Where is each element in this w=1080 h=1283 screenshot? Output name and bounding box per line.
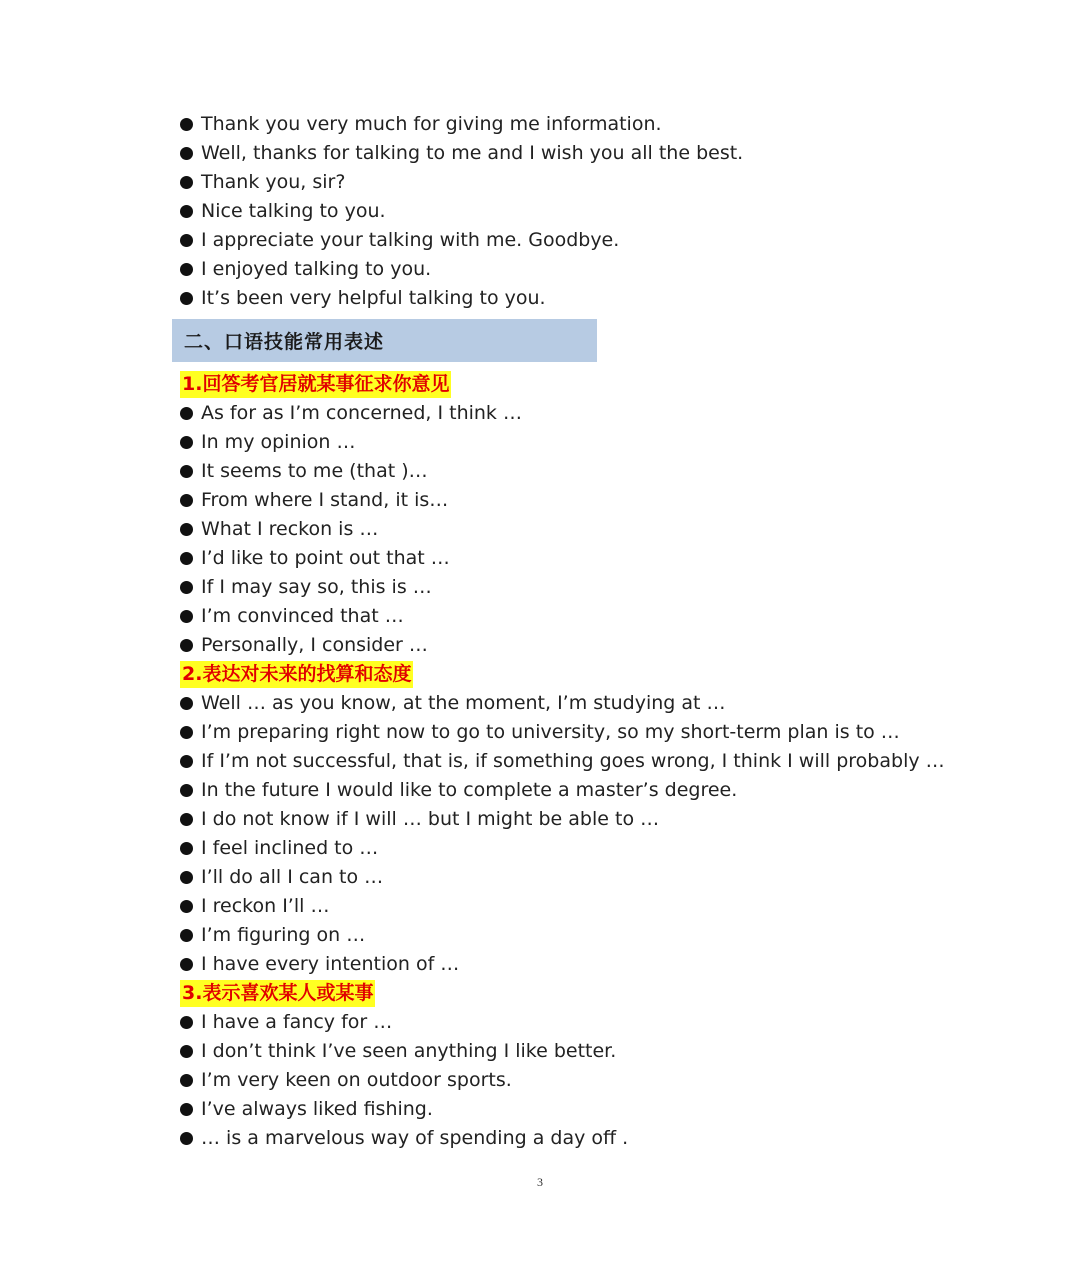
section-title: 二、口语技能常用表述 [184, 331, 385, 353]
bullet-icon [180, 871, 193, 884]
subsection-title: 3.表示喜欢某人或某事 [180, 980, 375, 1007]
list-item: I’m very keen on outdoor sports. [180, 1066, 940, 1095]
subsection-title: 1.回答考官居就某事征求你意见 [180, 371, 451, 398]
likes-expressions-list [180, 1008, 940, 1153]
list-item: … is a marvelous way of spending a day off . [180, 1124, 940, 1153]
page-number: 3 [537, 1175, 543, 1189]
bullet-icon [180, 813, 193, 826]
bullet-icon [180, 958, 193, 971]
bullet-icon [180, 755, 193, 768]
subsection-heading-3 [180, 979, 940, 1008]
list-item: Well, thanks for talking to me and I wish you all the best. [180, 139, 940, 168]
bullet-icon [180, 900, 193, 913]
page-content [180, 110, 945, 1153]
bullet-icon [180, 436, 193, 449]
bullet-icon [180, 842, 193, 855]
list-item: In the future I would like to complete a master’s degree. [180, 776, 940, 805]
bullet-icon [180, 1103, 193, 1116]
bullet-icon [180, 610, 193, 623]
section-header [172, 319, 597, 362]
bullet-icon [180, 205, 193, 218]
closing-expressions-list [180, 110, 940, 313]
list-item: I’m convinced that … [180, 602, 940, 631]
list-item: I enjoyed talking to you. [180, 255, 940, 284]
list-item: I don’t think I’ve seen anything I like better. [180, 1037, 940, 1066]
bullet-icon [180, 292, 193, 305]
bullet-icon [180, 552, 193, 565]
subsection-title: 2.表达对未来的找算和态度 [180, 661, 413, 688]
bullet-icon [180, 929, 193, 942]
bullet-icon [180, 1132, 193, 1145]
list-item: I appreciate your talking with me. Goodbye. [180, 226, 940, 255]
bullet-icon [180, 263, 193, 276]
bullet-icon [180, 784, 193, 797]
list-item: I’m preparing right now to go to university, so my short-term plan is to … [180, 718, 940, 747]
list-item: Thank you, sir? [180, 168, 940, 197]
list-item: I have every intention of … [180, 950, 940, 979]
list-item: If I’m not successful, that is, if something goes wrong, I think I will probably … [180, 747, 940, 776]
future-plans-list [180, 689, 945, 979]
list-item: As for as I’m concerned, I think … [180, 399, 940, 428]
bullet-icon [180, 465, 193, 478]
bullet-icon [180, 1074, 193, 1087]
list-item: I’ll do all I can to … [180, 863, 940, 892]
bullet-icon [180, 494, 193, 507]
bullet-icon [180, 1045, 193, 1058]
bullet-icon [180, 639, 193, 652]
subsection-heading-2 [180, 660, 940, 689]
bullet-icon [180, 118, 193, 131]
list-item: Nice talking to you. [180, 197, 940, 226]
subsection-heading-1 [180, 370, 940, 399]
list-item: I’m figuring on … [180, 921, 940, 950]
list-item: I reckon I’ll … [180, 892, 940, 921]
list-item: I feel inclined to … [180, 834, 940, 863]
opinion-expressions-list [180, 399, 940, 660]
list-item: Well … as you know, at the moment, I’m studying at … [180, 689, 940, 718]
list-item: Personally, I consider … [180, 631, 940, 660]
bullet-icon [180, 697, 193, 710]
bullet-icon [180, 176, 193, 189]
list-item: Thank you very much for giving me information. [180, 110, 940, 139]
list-item: I have a fancy for … [180, 1008, 940, 1037]
bullet-icon [180, 581, 193, 594]
list-item: From where I stand, it is… [180, 486, 940, 515]
bullet-icon [180, 726, 193, 739]
bullet-icon [180, 234, 193, 247]
list-item: In my opinion … [180, 428, 940, 457]
list-item: I’ve always liked fishing. [180, 1095, 940, 1124]
list-item: I do not know if I will … but I might be able to … [180, 805, 940, 834]
list-item: It’s been very helpful talking to you. [180, 284, 940, 313]
bullet-icon [180, 407, 193, 420]
bullet-icon [180, 1016, 193, 1029]
list-item: I’d like to point out that … [180, 544, 940, 573]
list-item: What I reckon is … [180, 515, 940, 544]
list-item: If I may say so, this is … [180, 573, 940, 602]
bullet-icon [180, 147, 193, 160]
list-item: It seems to me (that )… [180, 457, 940, 486]
bullet-icon [180, 523, 193, 536]
